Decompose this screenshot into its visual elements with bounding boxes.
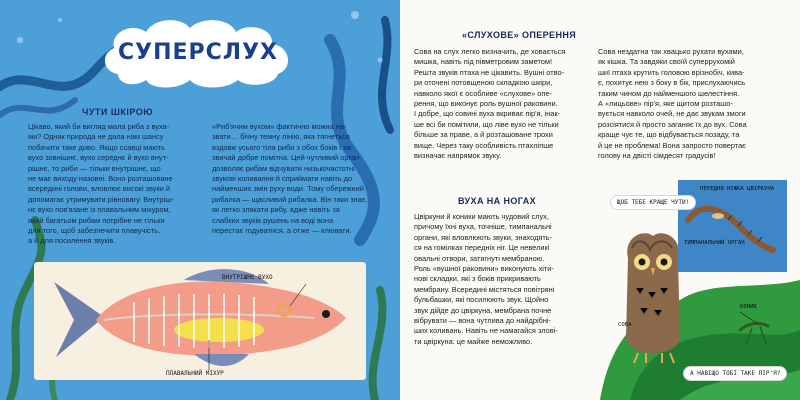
fish-illustration	[34, 262, 366, 380]
text-line: вується навколо очей, не дає звукам змоги	[598, 109, 746, 119]
label-tympanal-organ: ТИМПАНАЛЬНИЙ ОРГАН	[684, 240, 745, 246]
text-line: навколо якої є особливе «слухове» опе-	[414, 88, 552, 98]
left-column-1	[28, 122, 208, 247]
right-column-1	[414, 47, 599, 161]
text-line: більше за праве, а й розташоване трохи	[414, 130, 553, 140]
text-line: Роль «вушної раковини» виконують хіти-	[414, 264, 554, 274]
text-line: «Риб'ячим вухом» фактично можна на-	[212, 122, 347, 131]
text-line: Цвіркуни й коники мають чудовий слух,	[414, 212, 549, 221]
text-line: мембрану. Всередині містяться повітряні	[414, 284, 555, 294]
text-line: А «лицьове» пір'я, яке щитом розташо-	[598, 99, 733, 109]
text-line: ти цвіркуна: це майже неможливо.	[414, 336, 533, 346]
text-line: Цікаво, який би вигляд мала риба з вуха-	[28, 122, 170, 131]
page-title: СУПЕРСЛУХ	[117, 40, 278, 65]
text-line: як кішка. Та завдяки своїй суперрухомій	[598, 57, 735, 67]
text-line: звук дійде до цвіркуна, мембрана почне	[414, 305, 552, 315]
text-line: й це не проблема! Вона запросто повертає	[598, 140, 746, 150]
text-line: побачити таке диво. Якщо ссавці мають	[28, 142, 165, 152]
text-line: вище. Через таку особливість птахліпше	[414, 140, 554, 150]
section-title-skin: ЧУТИ ШКІРОЮ	[82, 107, 154, 117]
text-line: краще чує те, що відбувається позаду, та	[598, 130, 740, 140]
text-line: рішнє, то риби — тільки внутрішнє, що	[28, 163, 161, 173]
text-line: який багатьом рибам потрібне не тільки	[28, 215, 165, 225]
text-line: рення, що виконує роль вушної раковини.	[414, 99, 558, 109]
text-line: слабких звуків рушень на воді вона	[212, 215, 334, 225]
text-line: нові складки, які з боків прикривають	[414, 274, 541, 284]
text-line: овальні отвори, затягнуті мембраною.	[414, 253, 545, 263]
text-line: для того, щоб забезпечити плавучість,	[28, 226, 160, 236]
label-inner-ear: ВНУТРІШНЄ ВУХО	[222, 274, 273, 281]
text-line: найменших змін руху води. Тому обережний	[212, 184, 364, 194]
speech-bubble-top: ЩОБ ТЕБЕ КРАЩЕ ЧУТИ!	[610, 195, 696, 210]
text-line: ших коливань. Навіть не намагайся злові-	[414, 326, 558, 336]
text-line: всередині голови, вловлює високі звуки й	[28, 184, 171, 194]
text-line: таким чином до найменшого шелестіння.	[598, 88, 740, 98]
right-column-2	[598, 47, 788, 161]
text-line: є, похитує нею з боку в бік, прислухаючись	[598, 78, 746, 88]
text-line: вухо зовнішнє, вухо середнє й вухо внут-	[28, 153, 169, 163]
text-line: Решта звуків птаха не цікавить. Вушні отво-	[414, 67, 565, 77]
text-line: звичай добре помітна. Цей чутливий орган	[212, 153, 360, 163]
speech-bubble-bottom: А НАВІЩО ТОБІ ТАКЕ ПІР'Я?	[683, 366, 787, 381]
text-line: ся на гомілках передніх ніг. Це невеликі	[414, 243, 550, 253]
text-line: розсіятися й просто заганяє їх до вух. Сова	[598, 119, 747, 129]
text-line: вздовж усього тіла риби з обох боків і за-	[212, 142, 353, 152]
section-title-legs: ВУХА НА НОГАХ	[458, 196, 536, 206]
text-line: бульбашки, які посилюють звук. Щойно	[414, 295, 549, 305]
text-line: голову на двісті сімдесят градусів!	[598, 151, 716, 161]
label-owl: СОВА	[618, 322, 632, 328]
right-page	[400, 0, 800, 400]
text-line: Сова нездатна так хвацько рухати вухами,	[598, 47, 744, 56]
text-line: допомагає утримувати рівновагу. Внутріш-	[28, 194, 174, 204]
text-line: Сова на слух легко визначить, де ховається	[414, 47, 566, 56]
fish-icon	[34, 262, 366, 380]
text-line: ри оточені потовщеною складкою шкіри,	[414, 78, 553, 88]
text-line: як легко злякати рибу, адже навіть за	[212, 205, 340, 215]
text-line: а й для посилення звуків.	[28, 236, 116, 246]
text-line: ми? Однак природа не дала нам шансу	[28, 132, 164, 142]
text-line: причому їхні вуха, точніше, тимпанальні	[414, 222, 552, 232]
section-title-feathers: «СЛУХОВЕ» ОПЕРЕННЯ	[462, 30, 577, 40]
text-line: мишка, навіть під півметровим заметом!	[414, 57, 553, 67]
text-line: нє вухо пов'язане із плавальним міхуром,	[28, 205, 171, 215]
text-line: І добре, що совині вуха вкриває пір'я, інак-	[414, 109, 561, 119]
label-grasshopper: КОНИК	[740, 304, 757, 310]
cricket-leg-panel	[678, 180, 787, 272]
text-line: вібрувати — вона чутлива до найдрібні-	[414, 316, 552, 326]
text-line: ше всі би помітили, що ліве вухо не тільки	[414, 119, 559, 129]
text-line: органи, які вловлюють звуки, знаходять-	[414, 232, 553, 242]
text-line: дозволяє рибам відчувати низькочастотні	[212, 163, 355, 173]
cricket-leg-icon	[678, 180, 787, 272]
text-line: рибалка — щасливий рибалка. Він таки знає,	[212, 194, 368, 204]
right-column-3	[414, 212, 594, 347]
text-line: шиї птаха крутить головою врізнобіч, кива-	[598, 67, 745, 77]
text-line: звати… бічну темну лінію, яка тягнеться	[212, 132, 350, 142]
text-line: визначає напрямок звуку.	[414, 151, 502, 161]
text-line: перестає годуватися, а отже — клювати.	[212, 226, 352, 236]
text-line: не має виходу назовні. Воно розташоване	[28, 174, 173, 184]
text-line: звукові коливання й сприймати навіть до	[212, 174, 353, 184]
label-swim-bladder: ПЛАВАЛЬНИЙ МІХУР	[166, 370, 224, 377]
label-front-leg: ПЕРЕДНЯ НІЖКА ЦВІРКУНА	[700, 186, 775, 192]
left-column-2	[212, 122, 382, 236]
